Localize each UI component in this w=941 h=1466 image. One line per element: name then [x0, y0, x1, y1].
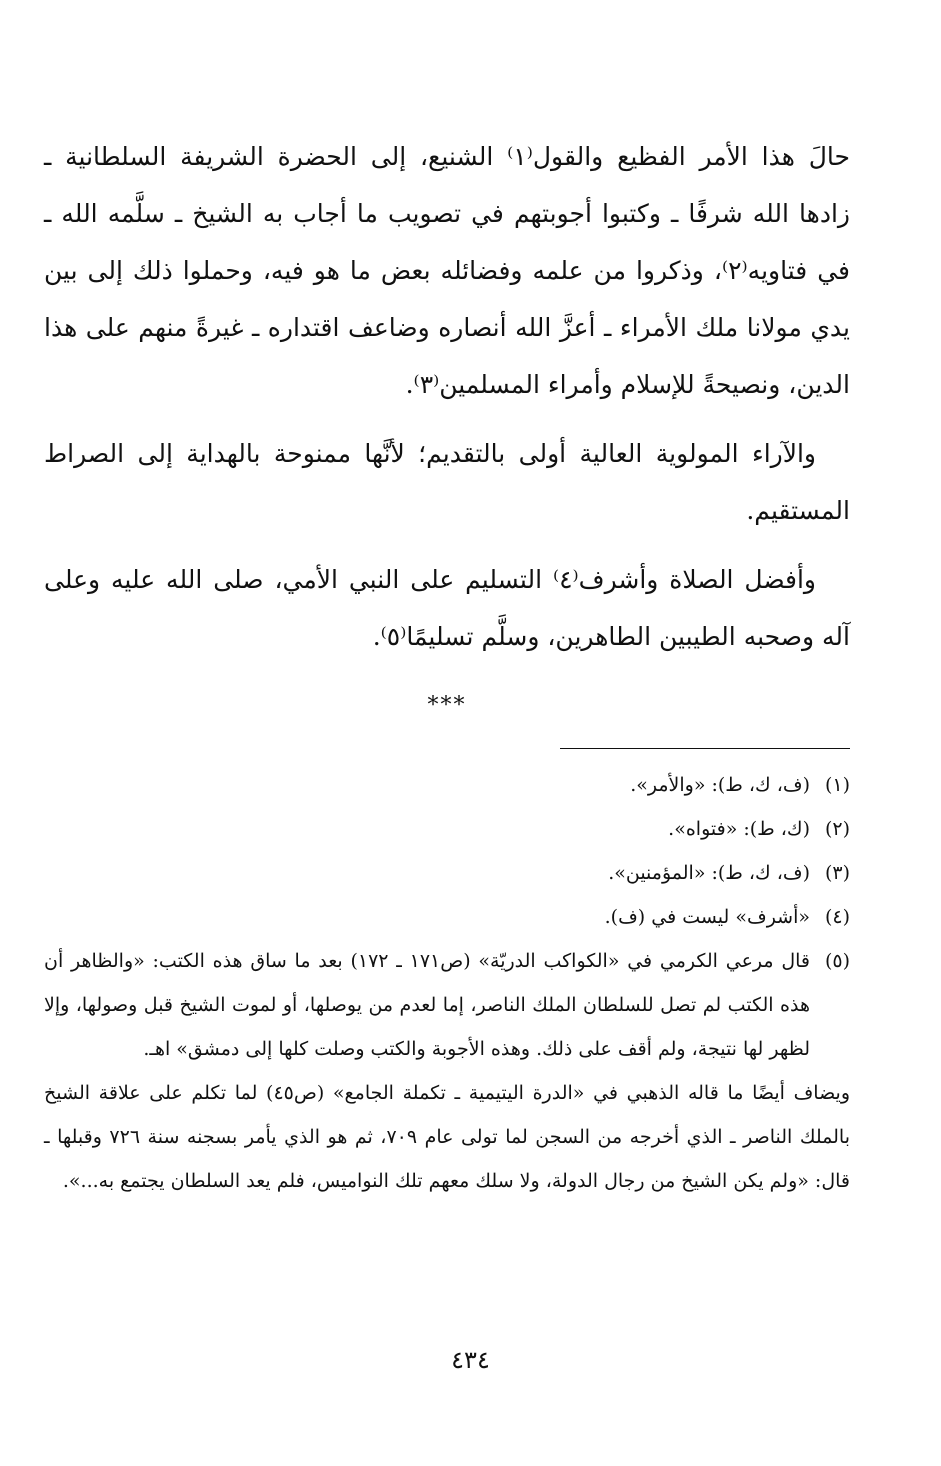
footnotes — [44, 763, 850, 1203]
footnote-text: قال مرعي الكرمي في «الكواكب الدريّة» (ص١٧١ ـ ١٧٢) بعد ما ساق هذه الكتب: «والظاهر أن هذه الكتب لم تصل للسلطان الملك الناصر، إما لعدم من يوصلها، أو لموت الشيخ قبل وصولها، وإلا لظهر لها نتيجة، ولم أقف على ذلك. وهذه الأجوبة والكتب وصلت كلها إلى دمشق» اهـ. — [44, 950, 811, 1060]
footnote-2 — [44, 807, 850, 851]
footnote-rule — [560, 748, 850, 749]
page-body — [44, 128, 850, 1203]
main-text — [44, 128, 850, 665]
section-separator: *** — [427, 693, 467, 718]
footnote-1 — [44, 763, 850, 807]
paragraph-1: حالَ هذا الأمر الفظيع والقول⁽١⁾ الشنيع، إلى الحضرة الشريفة السلطانية ـ زادها الله شرفًا ـ وكتبوا أجوبتهم في تصويب ما أجاب به الشيخ ـ سلَّمه الله ـ في فتاويه⁽٢⁾، وذكروا من علمه وفضائله بعض ما هو فيه، وحملوا ذلك إلى بين يدي مولانا ملك الأمراء ـ أعزَّ الله أنصاره وضاعف اقتداره ـ غيرةً منهم على هذا الدين، ونصيحةً للإسلام وأمراء المسلمين⁽٣⁾. — [44, 142, 851, 399]
footnote-text: (ف، ك، ط): «والأمر». — [630, 774, 810, 796]
page-number: ٤٣٤ — [451, 1346, 490, 1374]
footnote-text: (ك، ط): «فتواه». — [668, 818, 810, 840]
footnote-number: (٣) — [824, 862, 850, 884]
footnote-number: (٤) — [824, 906, 850, 928]
footnote-3 — [44, 851, 850, 895]
footnote-5-continuation: ويضاف أيضًا ما قاله الذهبي في «الدرة اليتيمية ـ تكملة الجامع» (ص٤٥) لما تكلم على علاقة الشيخ بالملك الناصر ـ الذي أخرجه من السجن لما تولى عام ٧٠٩، ثم هو الذي يأمر بسجنه سنة ٧٢٦ وقبلها ـ قال: «ولم يكن الشيخ من رجال الدولة، ولا سلك معهم تلك النواميس، فلم يعد السلطان يجتمع به...». — [44, 1082, 851, 1192]
footnote-number: (٥) — [824, 950, 850, 972]
footnote-text: (ف، ك، ط): «المؤمنين». — [608, 862, 810, 884]
footnote-5 — [44, 939, 850, 1071]
paragraph-2: والآراء المولوية العالية أولى بالتقديم؛ لأنَّها ممنوحة بالهداية إلى الصراط المستقيم. — [44, 439, 850, 525]
footnote-number: (١) — [824, 774, 850, 796]
footnote-number: (٢) — [824, 818, 850, 840]
footnote-4 — [44, 895, 850, 939]
paragraph-3: وأفضل الصلاة وأشرف⁽٤⁾ التسليم على النبي الأمي، صلى الله عليه وعلى آله وصحبه الطيبين الطاهرين، وسلَّم تسليمًا⁽٥⁾. — [44, 565, 850, 651]
footnote-text: «أشرف» ليست في (ف). — [604, 906, 810, 928]
